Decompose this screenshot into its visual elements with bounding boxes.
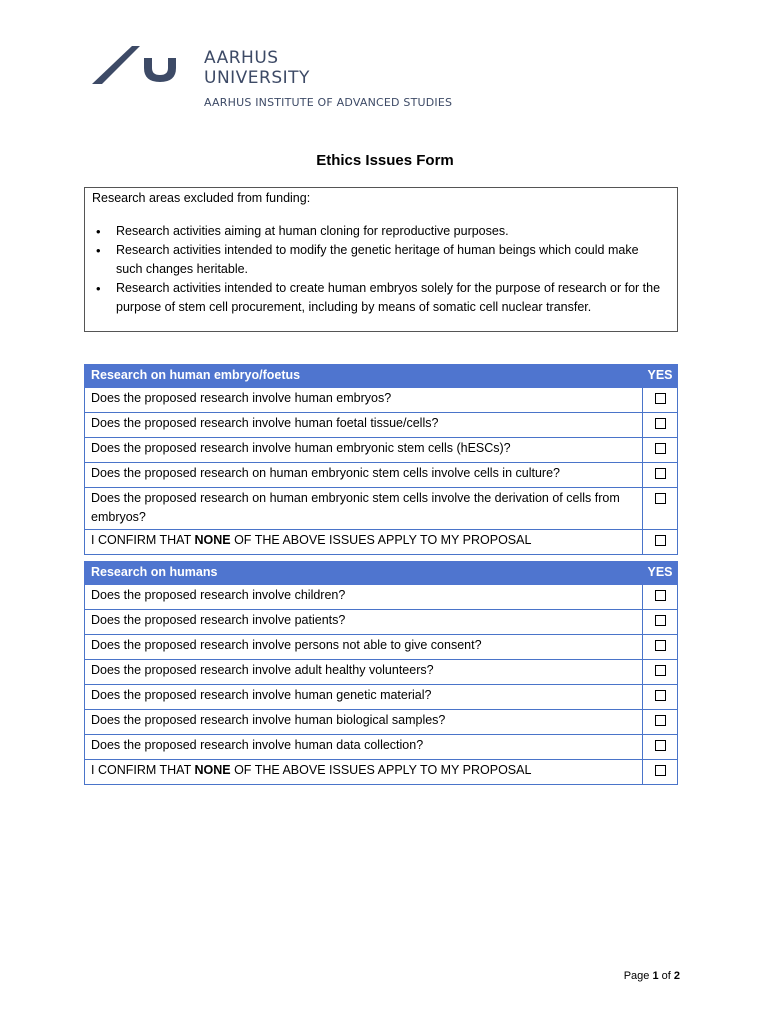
yes-checkbox[interactable] [655,715,666,726]
yes-checkbox[interactable] [655,590,666,601]
university-name-line2: UNIVERSITY [204,68,310,88]
excluded-area-item: • Research activities intended to create human embryos solely for the purpose of research or for the purpose of stem cell procurement, including by means of somatic cell nuclear transfer. [92,279,667,317]
yes-checkbox[interactable] [655,393,666,404]
question-text: Does the proposed research involve adult healthy volunteers? [85,660,643,685]
excluded-area-item: • Research activities aiming at human cloning for reproductive purposes. [92,222,667,241]
confirm-text-post: OF THE ABOVE ISSUES APPLY TO MY PROPOSAL [230,533,532,547]
confirm-row [85,760,678,785]
table-row [85,685,678,710]
table-row [85,635,678,660]
yes-column-header: YES [643,562,678,585]
question-text: Does the proposed research involve human foetal tissue/cells? [85,413,643,438]
yes-checkbox[interactable] [655,665,666,676]
confirm-text-none: NONE [194,763,231,777]
confirm-checkbox[interactable] [655,535,666,546]
table-row [85,388,678,413]
confirm-text [85,530,643,555]
page-of: of [658,970,674,982]
excluded-areas-heading: Research areas excluded from funding: [92,191,311,205]
table-row [85,488,678,530]
table-row [85,660,678,685]
page-current: 1 [652,970,659,982]
question-text: Does the proposed research involve patients? [85,610,643,635]
university-name-block [204,48,452,110]
table-row [85,463,678,488]
question-text: Does the proposed research involve human embryonic stem cells (hESCs)? [85,438,643,463]
confirm-text-pre: I CONFIRM THAT [91,533,195,547]
confirm-text [85,760,643,785]
table-header-row [85,562,678,585]
confirm-checkbox[interactable] [655,765,666,776]
question-text: Does the proposed research involve human genetic material? [85,685,643,710]
question-text: Does the proposed research involve human data collection? [85,735,643,760]
yes-checkbox[interactable] [655,740,666,751]
table-row [85,610,678,635]
yes-checkbox[interactable] [655,418,666,429]
confirm-text-pre: I CONFIRM THAT [91,763,195,777]
confirm-text-none: NONE [194,533,231,547]
yes-checkbox[interactable] [655,615,666,626]
page-label: Page [623,970,653,982]
table-header-row [85,365,678,388]
yes-checkbox[interactable] [655,468,666,479]
excluded-areas-list [92,222,667,317]
page-number [624,970,680,982]
question-text: Does the proposed research involve persons not able to give consent? [85,635,643,660]
table-row [85,585,678,610]
question-text: Does the proposed research involve human embryos? [85,388,643,413]
confirm-row [85,530,678,555]
question-text: Does the proposed research involve children? [85,585,643,610]
humans-table [84,561,678,785]
table-heading: Research on humans [85,562,643,585]
yes-column-header: YES [643,365,678,388]
table-row [85,710,678,735]
aarhus-university-logo [92,44,192,88]
institute-name: AARHUS INSTITUTE OF ADVANCED STUDIES [204,96,453,109]
table-heading: Research on human embryo/foetus [85,365,643,388]
table-row [85,413,678,438]
page-total: 2 [673,970,680,982]
table-row [85,735,678,760]
yes-checkbox[interactable] [655,493,666,504]
confirm-text-post: OF THE ABOVE ISSUES APPLY TO MY PROPOSAL [230,763,532,777]
table-row [85,438,678,463]
embryo-foetus-table [84,364,678,555]
yes-checkbox[interactable] [655,443,666,454]
yes-checkbox[interactable] [655,640,666,651]
question-text: Does the proposed research involve human biological samples? [85,710,643,735]
yes-checkbox[interactable] [655,690,666,701]
page-title: Ethics Issues Form [316,152,454,169]
excluded-area-item: • Research activities intended to modify the genetic heritage of human beings which could make such changes heritable. [92,241,667,279]
university-name-line1: AARHUS [204,48,279,68]
question-text: Does the proposed research on human embryonic stem cells involve cells in culture? [85,463,643,488]
aarhus-logo-mark-icon [92,44,192,88]
excluded-areas-box [84,187,678,332]
question-text: Does the proposed research on human embryonic stem cells involve the derivation of cells from embryos? [85,488,643,530]
